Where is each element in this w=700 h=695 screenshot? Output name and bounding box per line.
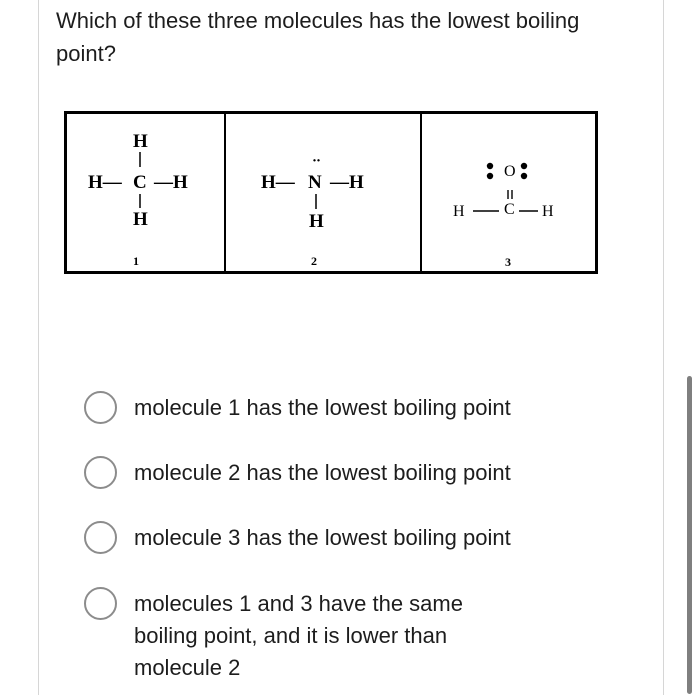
molecule-1-center-atom: C <box>133 172 147 193</box>
molecule-3-number: 3 <box>505 255 511 269</box>
molecule-3-center-atom: C <box>504 201 515 218</box>
radio-button-1[interactable] <box>84 391 117 424</box>
molecule-3-bonds <box>422 114 602 274</box>
molecule-1-right-atom: —H <box>154 172 188 193</box>
molecule-1-number: 1 <box>133 254 139 268</box>
molecule-3-left-atom: H <box>453 203 465 220</box>
answer-option-2-label: molecule 2 has the lowest boiling point <box>134 460 511 485</box>
molecule-2-left-atom: H— <box>261 172 295 193</box>
molecule-2-right-atom: —H <box>330 172 364 193</box>
molecule-3-top-atom: O <box>504 163 516 180</box>
answer-option-4[interactable] <box>84 588 494 684</box>
answer-option-1-label: molecule 1 has the lowest boiling point <box>134 395 511 420</box>
molecule-1-bonds <box>67 114 224 274</box>
molecule-1-top-atom: H <box>133 131 148 152</box>
answer-option-4-label: molecules 1 and 3 have the same boiling point, and it is lower than molecule 2 <box>134 591 463 680</box>
molecule-1-left-atom: H— <box>88 172 122 193</box>
molecule-2-center-atom: N <box>308 172 322 193</box>
answer-option-3-label: molecule 3 has the lowest boiling point <box>134 525 511 550</box>
molecule-2-bottom-atom: H <box>309 211 324 232</box>
radio-button-4[interactable] <box>84 587 117 620</box>
molecule-2-lone-pair: ·· <box>312 153 321 169</box>
molecule-2-cell <box>226 114 422 271</box>
molecule-3-cell <box>422 114 595 271</box>
answer-option-3[interactable] <box>84 522 534 554</box>
molecule-2-number: 2 <box>311 254 317 268</box>
scrollbar[interactable] <box>687 376 692 694</box>
radio-button-3[interactable] <box>84 521 117 554</box>
answer-option-2[interactable] <box>84 457 534 489</box>
answer-option-1[interactable] <box>84 392 534 424</box>
molecule-1-cell <box>67 114 226 271</box>
molecule-2-bonds <box>226 114 420 274</box>
molecule-1-bottom-atom: H <box>133 209 148 230</box>
question-text: Which of these three molecules has the lowest boiling point? <box>56 8 580 66</box>
molecule-table <box>64 111 598 274</box>
radio-button-2[interactable] <box>84 456 117 489</box>
molecule-3-right-atom: H <box>542 203 554 220</box>
